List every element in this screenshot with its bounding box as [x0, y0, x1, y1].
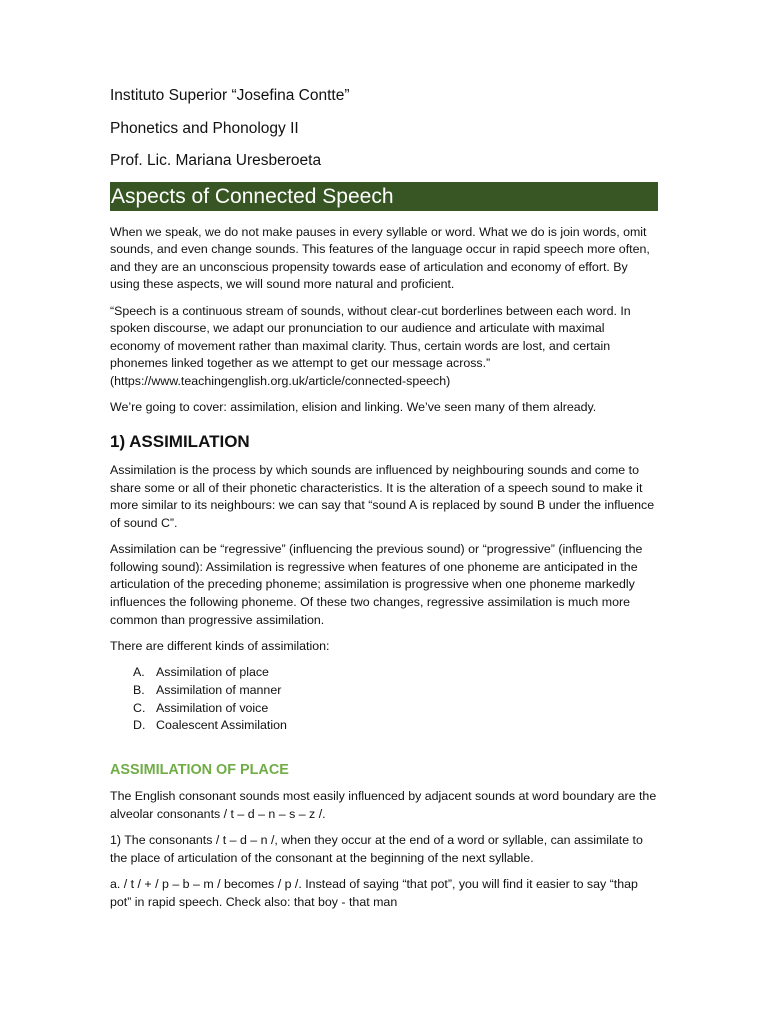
place-paragraph-2: 1) The consonants / t – d – n /, when they occur at the end of a word or syllable, can assimilate to the place of articulation of the consonant at the beginning of the next syllable.: [110, 833, 643, 865]
professor-name: Prof. Lic. Mariana Uresberoeta: [110, 152, 322, 169]
subheading-assimilation-of-place: ASSIMILATION OF PLACE: [110, 762, 289, 779]
list-marker: C.: [133, 700, 146, 715]
list-item-text: Assimilation of voice: [156, 700, 269, 715]
section-title: ASSIMILATION: [129, 432, 250, 452]
section-heading-assimilation: [110, 431, 658, 453]
assimilation-kinds-intro: There are different kinds of assimilation:: [110, 638, 330, 653]
list-item-text: Coalescent Assimilation: [156, 718, 287, 733]
cover-paragraph: We’re going to cover: assimilation, elision and linking. We’ve seen many of them already.: [110, 400, 597, 415]
place-paragraph-1: The English consonant sounds most easily influenced by adjacent sounds at word boundary are the alveolar consonants / t – d – n – s – z /.: [110, 789, 657, 821]
document-title-banner: Aspects of Connected Speech: [110, 182, 658, 211]
list-marker: A.: [133, 665, 145, 680]
list-item: [133, 682, 658, 700]
list-item: [133, 717, 658, 735]
list-item-text: Assimilation of place: [156, 665, 269, 680]
section-number: 1): [110, 432, 126, 452]
list-item: [133, 700, 658, 718]
assimilation-kinds-list: [133, 664, 658, 735]
list-marker: B.: [133, 683, 145, 698]
institute-name: Instituto Superior “Josefina Contte”: [110, 87, 350, 104]
list-item-text: Assimilation of manner: [156, 683, 282, 698]
document-body: [110, 86, 658, 920]
place-paragraph-3: a. / t / + / p – b – m / becomes / p /. Instead of saying “that pot”, you will find it easier to say “thap pot” in rapid speech. Check also: that boy - that man: [110, 877, 638, 909]
list-marker: D.: [133, 718, 146, 733]
list-item: [133, 664, 658, 682]
course-name: Phonetics and Phonology II: [110, 119, 299, 137]
intro-paragraph: When we speak, we do not make pauses in every syllable or word. What we do is join words, omit sounds, and even change sounds. This features of the language occur in rapid speech more often, and they are an unconscious propensity towards ease of articulation and economy of effort. By using these aspects, we will sound more natural and proficient.: [110, 224, 650, 292]
quote-paragraph: “Speech is a continuous stream of sounds, without clear-cut borderlines between each word. In spoken discourse, we adapt our pronunciation to our audience and articulate with maximal economy of movement rather than maximal clarity. Thus, certain words are lost, and certain phonemes linked together as we attempt to get our message across.” (https://www.teachingenglish.org.uk/article/connected-speech): [110, 303, 631, 389]
assimilation-definition: Assimilation is the process by which sounds are influenced by neighbouring sounds and come to share some or all of their phonetic characteristics. It is the alteration of a speech sound to make it more similar to its neighbours: we can say that “sound A is replaced by sound B under the influence of sound C”.: [110, 463, 655, 530]
assimilation-direction: Assimilation can be “regressive” (influencing the previous sound) or “progressive” (influencing the following sound): Assimilation is regressive when features of one phoneme are anticipated in the articulation of the preceding phoneme; assimilation is progressive when one phoneme markedly influences the following phoneme. Of these two changes, regressive assimilation is much more common than progressive assimilation.: [110, 542, 643, 627]
